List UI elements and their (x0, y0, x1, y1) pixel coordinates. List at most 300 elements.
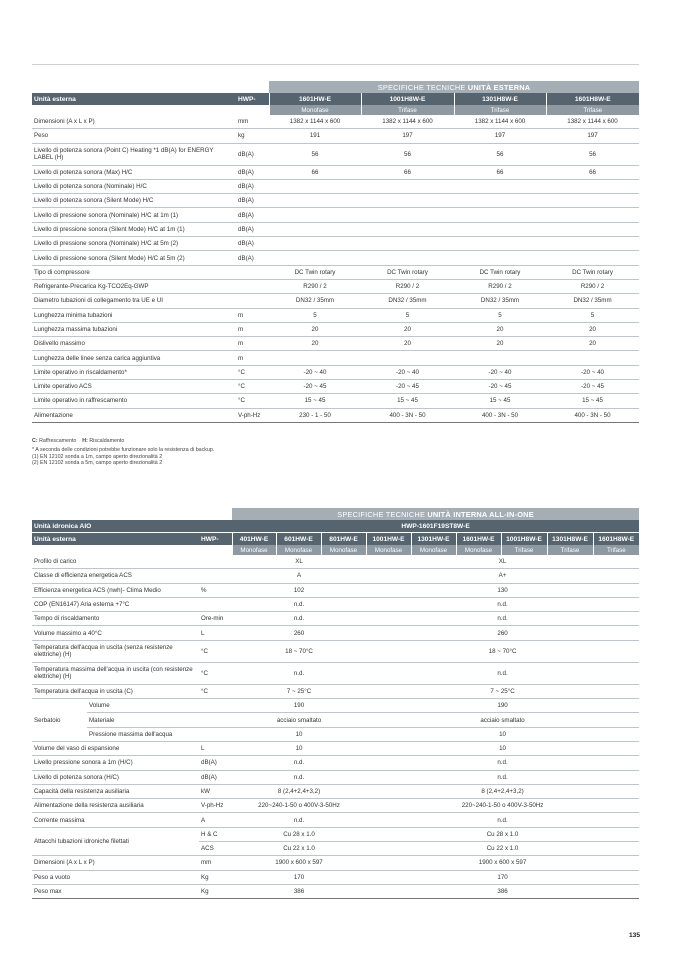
row-value: 15 ~ 45 (454, 394, 546, 408)
footnote: (1) EN 12102 sonda a 1m, campo aperto direzionalità 2 (32, 453, 163, 460)
row-value: 400 - 3N - 50 (546, 408, 639, 422)
row-value: DC Twin rotary (546, 265, 639, 279)
row-label: Temperatura dell'acqua in uscita (senza resistenze elettriche) (H) (32, 640, 199, 662)
row-value: 1382 x 1144 x 600 (269, 115, 361, 129)
row-value: 1382 x 1144 x 600 (454, 115, 546, 129)
row-value: 5 (546, 308, 639, 322)
indoor-spec-row (32, 583, 639, 597)
top-divider (32, 64, 639, 65)
row-value (454, 179, 546, 193)
indoor-spec-title: SPECIFICHE TECNICHE UNITÀ INTERNA ALL-IN-ONE (232, 508, 639, 520)
row-value-large: 130 (366, 583, 639, 597)
row-value-monofase-small: 8 (2,4+2,4+3,2) (232, 784, 366, 798)
row-label: Peso (32, 129, 236, 143)
row-value-large: n.d. (366, 756, 639, 770)
row-unit: dB(A) (236, 208, 269, 222)
row-value-large: n.d. (366, 770, 639, 784)
outdoor-unit-spec-table (32, 81, 639, 423)
row-label: Livello pressione sonora a 1m (H/C) (32, 756, 199, 770)
row-label: Limite operativo in riscaldamento* (32, 365, 236, 379)
row-value: 20 (361, 322, 454, 336)
row-value: -20 ~ 45 (269, 380, 361, 394)
row-value: 20 (546, 337, 639, 351)
indoor-spec-row (32, 662, 639, 684)
outdoor-spec-row (32, 208, 639, 222)
row-value (546, 351, 639, 365)
indoor-phase: Monofase (411, 545, 456, 555)
row-unit: Kg (199, 870, 232, 884)
row-value (361, 179, 454, 193)
row-value (361, 351, 454, 365)
row-value-monofase-small: 170 (232, 870, 366, 884)
row-label: Dimensioni (A x L x P) (32, 856, 199, 870)
row-unit: % (199, 583, 232, 597)
outdoor-model-header: 1601H8W-E (546, 93, 639, 105)
row-value-monofase-small: acciaio smaltato (232, 713, 366, 727)
row-unit: A (199, 813, 232, 827)
row-unit: m (236, 351, 269, 365)
row-unit: mm (236, 115, 269, 129)
row-value: DN32 / 35mm (361, 294, 454, 308)
row-value: R290 / 2 (361, 279, 454, 293)
row-value: 400 - 3N - 50 (454, 408, 546, 422)
row-unit (199, 555, 232, 569)
row-value: DC Twin rotary (454, 265, 546, 279)
row-value: -20 ~ 40 (269, 365, 361, 379)
indoor-spec-row (32, 856, 639, 870)
row-unit: kg (236, 129, 269, 143)
indoor-model-header: 1601HW-E (456, 533, 501, 546)
row-unit: dB(A) (236, 194, 269, 208)
indoor-header-label: Unità esterna (32, 533, 199, 546)
indoor-phase: Monofase (321, 545, 366, 555)
row-value (361, 194, 454, 208)
row-value (546, 194, 639, 208)
indoor-spec-row (32, 884, 639, 898)
row-value-large: 18 ~ 70°C (366, 640, 639, 662)
row-label: Classe di efficienza energetica ACS (32, 569, 199, 583)
row-value: 15 ~ 45 (269, 394, 361, 408)
row-label: Temperatura massima dell'acqua in uscita (con resistenze elettriche) (H) (32, 662, 199, 684)
row-value-large: n.d. (366, 612, 639, 626)
row-unit: °C (199, 662, 232, 684)
row-unit: dB(A) (236, 179, 269, 193)
row-label: Livello di potenza sonora (Nominale) H/C (32, 179, 236, 193)
outdoor-spec-row (32, 394, 639, 408)
row-value (269, 208, 361, 222)
row-label: Volume (87, 699, 199, 713)
outdoor-phase: Monofase (269, 105, 361, 115)
indoor-spec-row (32, 870, 639, 884)
row-value-monofase-small: XL (232, 555, 366, 569)
row-value: 400 - 3N - 50 (361, 408, 454, 422)
row-label: Tipo di compressore (32, 265, 236, 279)
fitting-spec-row (32, 827, 639, 841)
row-value-large: XL (366, 555, 639, 569)
row-value-large: 386 (366, 884, 639, 898)
fitting-group-label: Attacchi tubazioni idroniche filettati (32, 827, 199, 856)
indoor-model-header: 1301H8W-E (547, 533, 593, 546)
row-label: COP (EN16147) Aria esterna +7°C (32, 597, 199, 611)
row-value: -20 ~ 40 (546, 365, 639, 379)
row-value (361, 237, 454, 251)
row-value: 1382 x 1144 x 600 (546, 115, 639, 129)
row-value: 66 (454, 165, 546, 179)
outdoor-spec-title: SPECIFICHE TECNICHE UNITÀ ESTERNA (269, 81, 639, 93)
row-unit: dB(A) (236, 251, 269, 265)
row-value-monofase-small: 1900 x 600 x 597 (232, 856, 366, 870)
outdoor-spec-row (32, 115, 639, 129)
row-value (454, 222, 546, 236)
row-value-monofase-small: 220~240-1-50 o 400V-3-50Hz (232, 799, 366, 813)
tank-spec-row (32, 727, 639, 741)
row-value: -20 ~ 40 (361, 365, 454, 379)
row-value: 20 (361, 337, 454, 351)
indoor-spec-row (32, 813, 639, 827)
outdoor-spec-row (32, 322, 639, 336)
indoor-phase: Monofase (232, 545, 276, 555)
row-value: 56 (361, 143, 454, 165)
outdoor-spec-row (32, 308, 639, 322)
row-value: 197 (546, 129, 639, 143)
outdoor-spec-row (32, 351, 639, 365)
indoor-spec-row (32, 612, 639, 626)
row-unit: mm (199, 856, 232, 870)
row-label: Lunghezza minima tubazioni (32, 308, 236, 322)
row-value (269, 251, 361, 265)
row-unit: m (236, 322, 269, 336)
row-value (269, 237, 361, 251)
tank-spec-row (32, 699, 639, 713)
outdoor-spec-row (32, 222, 639, 236)
row-label: Lunghezza delle linee senza carica aggiuntiva (32, 351, 236, 365)
row-label: Efficienza energetica ACS (nwh)- Clima Medio (32, 583, 199, 597)
row-label: Livello di pressione sonora (Nominale) H/C at 5m (2) (32, 237, 236, 251)
row-unit: dB(A) (199, 770, 232, 784)
row-unit: °C (236, 394, 269, 408)
row-unit (199, 713, 232, 727)
row-label: Alimentazione della resistenza ausiliaria (32, 799, 199, 813)
row-value (546, 208, 639, 222)
row-value-large: 220~240-1-50 o 400V-3-50Hz (366, 799, 639, 813)
indoor-model-header: 801HW-E (321, 533, 366, 546)
outdoor-spec-row (32, 143, 639, 165)
aio-header-label: Unità idronica AIO (32, 520, 232, 533)
row-value-monofase-small: A (232, 569, 366, 583)
row-label: Livello di pressione sonora (Silent Mode) H/C at 5m (2) (32, 251, 236, 265)
row-unit: dB(A) (236, 143, 269, 165)
page-number: 135 (629, 932, 641, 939)
row-label: Livello di potenza sonora (Point C) Heating *1 dB(A) for ENERGY LABEL (H) (32, 143, 236, 165)
row-value-large: 8 (2,4+2,4+3,2) (366, 784, 639, 798)
row-value: 66 (269, 165, 361, 179)
row-label: Livello di pressione sonora (Silent Mode) H/C at 1m (1) (32, 222, 236, 236)
row-value: 230 - 1 - 50 (269, 408, 361, 422)
row-value-large: acciaio smaltato (366, 713, 639, 727)
row-value: 20 (454, 337, 546, 351)
indoor-model-header: 401HW-E (232, 533, 276, 546)
row-value-monofase-small: 10 (232, 727, 366, 741)
row-label: Livello di potenza sonora (H/C) (32, 770, 199, 784)
row-value: 5 (454, 308, 546, 322)
row-value-large: n.d. (366, 597, 639, 611)
row-value-monofase-small: 190 (232, 699, 366, 713)
row-value (269, 222, 361, 236)
row-label: Peso a vuoto (32, 870, 199, 884)
row-value (269, 179, 361, 193)
outdoor-header-label: Unità esterna (32, 93, 236, 105)
indoor-phase: Monofase (276, 545, 321, 555)
row-unit: ACS (199, 842, 232, 856)
indoor-phase: Trifase (593, 545, 639, 555)
row-unit: °C (236, 365, 269, 379)
row-label: Volume massimo a 40°C (32, 626, 199, 640)
row-unit: L (199, 626, 232, 640)
row-unit: V-ph-Hz (236, 408, 269, 422)
row-unit: kW (199, 784, 232, 798)
indoor-spec-row (32, 770, 639, 784)
outdoor-spec-row (32, 380, 639, 394)
row-value-monofase-small: n.d. (232, 597, 366, 611)
row-value-monofase-small: 18 ~ 70°C (232, 640, 366, 662)
row-value-large: 1900 x 600 x 597 (366, 856, 639, 870)
row-value (454, 208, 546, 222)
row-unit (199, 597, 232, 611)
row-value: R290 / 2 (546, 279, 639, 293)
outdoor-spec-row (32, 237, 639, 251)
row-value-monofase-small: n.d. (232, 770, 366, 784)
indoor-aio-spec-table (32, 508, 639, 899)
footnote: * A seconda delle condizioni potrebbe funzionare solo la resistenza di backup. (32, 447, 215, 454)
outdoor-spec-row (32, 337, 639, 351)
row-label: Livello di pressione sonora (Nominale) H/C at 1m (1) (32, 208, 236, 222)
row-value: 5 (269, 308, 361, 322)
row-unit: dB(A) (199, 756, 232, 770)
outdoor-spec-row (32, 408, 639, 422)
row-value: DN32 / 35mm (269, 294, 361, 308)
row-value-large: n.d. (366, 662, 639, 684)
row-label: Dimensioni (A x L x P) (32, 115, 236, 129)
row-value: 191 (269, 129, 361, 143)
row-unit: dB(A) (236, 237, 269, 251)
row-value: 56 (454, 143, 546, 165)
row-value: DN32 / 35mm (454, 294, 546, 308)
row-value: 5 (361, 308, 454, 322)
outdoor-spec-row (32, 179, 639, 193)
indoor-spec-row (32, 569, 639, 583)
legend: C: Raffrescamento H: Riscaldamento (32, 438, 125, 444)
row-value: DC Twin rotary (361, 265, 454, 279)
row-value: -20 ~ 45 (361, 380, 454, 394)
row-value-large: n.d. (366, 813, 639, 827)
row-value: -20 ~ 45 (454, 380, 546, 394)
indoor-spec-row (32, 684, 639, 698)
row-label: Alimentazione (32, 408, 236, 422)
row-value-large: Cu 28 x 1.0 (366, 827, 639, 841)
row-value-large: 10 (366, 727, 639, 741)
row-value: R290 / 2 (269, 279, 361, 293)
row-unit: H & C (199, 827, 232, 841)
row-value-large: 260 (366, 626, 639, 640)
indoor-spec-row (32, 799, 639, 813)
row-value: 15 ~ 45 (361, 394, 454, 408)
row-value: 20 (546, 322, 639, 336)
indoor-phase: Trifase (547, 545, 593, 555)
notes (32, 438, 214, 467)
row-unit: dB(A) (236, 222, 269, 236)
row-value: R290 / 2 (454, 279, 546, 293)
row-value-monofase-small: n.d. (232, 612, 366, 626)
row-value: -20 ~ 45 (546, 380, 639, 394)
row-label: Pressione massima dell'acqua (87, 727, 199, 741)
row-value-monofase-small: n.d. (232, 813, 366, 827)
row-unit (236, 265, 269, 279)
indoor-phase: Trifase (501, 545, 547, 555)
row-label: Temperatura dell'acqua in uscita (C) (32, 684, 199, 698)
outdoor-spec-row (32, 129, 639, 143)
row-unit: Ore-min (199, 612, 232, 626)
row-value: 56 (546, 143, 639, 165)
row-value-large: 10 (366, 741, 639, 755)
indoor-spec-row (32, 626, 639, 640)
indoor-spec-row (32, 756, 639, 770)
row-label: Limite operativo in raffrescamento (32, 394, 236, 408)
row-unit (236, 279, 269, 293)
row-value-monofase-small: n.d. (232, 662, 366, 684)
row-unit (236, 294, 269, 308)
row-value-monofase-small: n.d. (232, 756, 366, 770)
row-value (454, 237, 546, 251)
outdoor-spec-row (32, 194, 639, 208)
row-label: Corrente massima (32, 813, 199, 827)
row-unit: °C (199, 640, 232, 662)
indoor-model-header: 1001HW-E (366, 533, 411, 546)
row-value: 66 (546, 165, 639, 179)
indoor-model-header: 1601H8W-E (593, 533, 639, 546)
row-value-monofase-small: Cu 28 x 1.0 (232, 827, 366, 841)
row-label: Livello di potenza sonora (Max) H/C (32, 165, 236, 179)
row-value (454, 351, 546, 365)
row-label: Limite operativo ACS (32, 380, 236, 394)
aio-model: HWP-1601F19ST8W-E (232, 520, 639, 533)
row-unit: Kg (199, 884, 232, 898)
row-value-large: 190 (366, 699, 639, 713)
row-unit: L (199, 741, 232, 755)
row-value: 56 (269, 143, 361, 165)
row-value-monofase-small: 386 (232, 884, 366, 898)
row-value (546, 251, 639, 265)
row-unit: V-ph-Hz (199, 799, 232, 813)
row-label: Lunghezza massima tubazioni (32, 322, 236, 336)
indoor-spec-row (32, 784, 639, 798)
row-value (546, 237, 639, 251)
indoor-phase: Monofase (456, 545, 501, 555)
row-value (361, 208, 454, 222)
row-value-monofase-small: 260 (232, 626, 366, 640)
row-value: 15 ~ 45 (546, 394, 639, 408)
row-unit: m (236, 337, 269, 351)
row-value: 20 (454, 322, 546, 336)
row-label: Diametro tubazioni di collegamento tra UE e UI (32, 294, 236, 308)
row-label: Profilo di carico (32, 555, 199, 569)
row-unit: °C (236, 380, 269, 394)
row-value (361, 222, 454, 236)
row-unit: °C (199, 684, 232, 698)
row-value: 66 (361, 165, 454, 179)
outdoor-spec-row (32, 279, 639, 293)
indoor-spec-row (32, 597, 639, 611)
row-label: Dislivello massimo (32, 337, 236, 351)
row-value: 20 (269, 337, 361, 351)
indoor-spec-row (32, 741, 639, 755)
row-label: Peso max (32, 884, 199, 898)
outdoor-spec-row (32, 265, 639, 279)
outdoor-spec-row (32, 251, 639, 265)
row-value: DC Twin rotary (269, 265, 361, 279)
indoor-model-header: 1301HW-E (411, 533, 456, 546)
row-value (546, 179, 639, 193)
row-value-monofase-small: 102 (232, 583, 366, 597)
row-unit (199, 727, 232, 741)
outdoor-phase: Trifase (546, 105, 639, 115)
outdoor-phase: Trifase (361, 105, 454, 115)
row-value (546, 222, 639, 236)
row-unit: dB(A) (236, 165, 269, 179)
row-value: DN32 / 35mm (546, 294, 639, 308)
row-value-large: Cu 22 x 1.0 (366, 842, 639, 856)
row-value-monofase-small: 10 (232, 741, 366, 755)
outdoor-model-header: 1001H8W-E (361, 93, 454, 105)
footnote: (2) EN 12102 sonda a 5m, campo aperto direzionalità 2 (32, 460, 163, 467)
outdoor-spec-row (32, 294, 639, 308)
indoor-model-header: 1001H8W-E (501, 533, 547, 546)
indoor-header-unit: HWP- (199, 533, 232, 546)
row-label: Tempo di riscaldamento (32, 612, 199, 626)
tank-spec-row (32, 713, 639, 727)
indoor-spec-row (32, 555, 639, 569)
row-label: Refrigerante-Precarica Kg-TCO2Eq-GWP (32, 279, 236, 293)
row-label: Livello di potenza sonora (Silent Mode) H/C (32, 194, 236, 208)
indoor-model-header: 601HW-E (276, 533, 321, 546)
outdoor-spec-row (32, 365, 639, 379)
outdoor-model-header: 1601HW-E (269, 93, 361, 105)
row-value: 197 (361, 129, 454, 143)
row-value-monofase-small: 7 ~ 25°C (232, 684, 366, 698)
outdoor-spec-row (32, 165, 639, 179)
row-value (269, 351, 361, 365)
row-value-large: 7 ~ 25°C (366, 684, 639, 698)
outdoor-phase: Trifase (454, 105, 546, 115)
indoor-spec-row (32, 640, 639, 662)
row-value-large: 170 (366, 870, 639, 884)
row-value (454, 251, 546, 265)
outdoor-model-header: 1301H8W-E (454, 93, 546, 105)
row-value-monofase-small: Cu 22 x 1.0 (232, 842, 366, 856)
row-label: Volume del vaso di espansione (32, 741, 199, 755)
outdoor-header-unit: HWP- (236, 93, 269, 105)
row-unit (199, 699, 232, 713)
row-value (454, 194, 546, 208)
indoor-phase: Monofase (366, 545, 411, 555)
row-value: -20 ~ 40 (454, 365, 546, 379)
tank-group-label: Serbatoio (32, 699, 87, 742)
row-value: 197 (454, 129, 546, 143)
row-value (269, 194, 361, 208)
row-value: 1382 x 1144 x 600 (361, 115, 454, 129)
row-value: 20 (269, 322, 361, 336)
row-label: Capacità della resistenza ausiliaria (32, 784, 199, 798)
row-value-large: A+ (366, 569, 639, 583)
